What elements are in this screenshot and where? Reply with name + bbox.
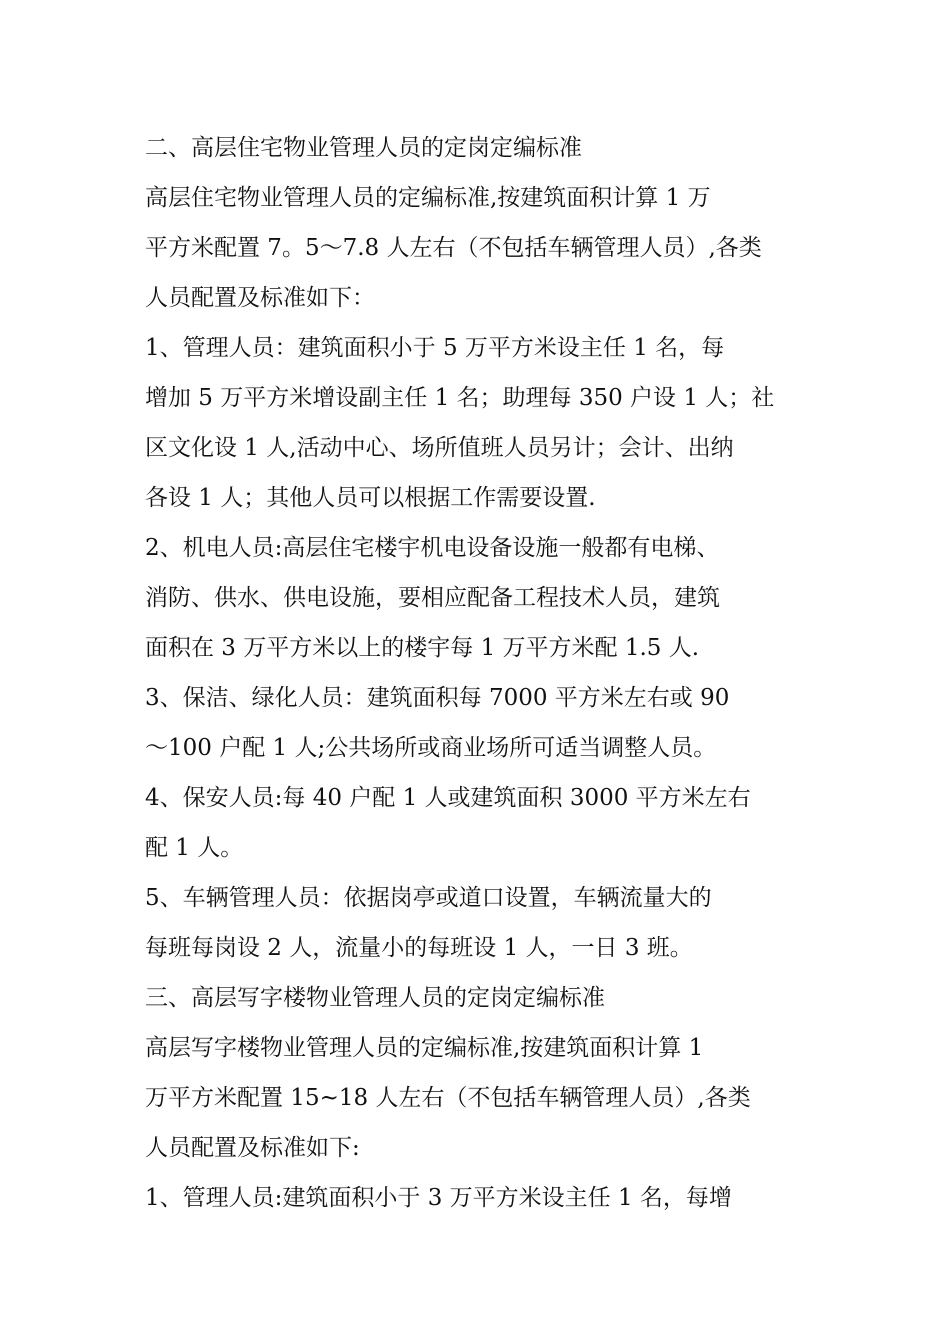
paragraph-line: 人员配置及标准如下： [145,285,375,311]
paragraph-line: 高层写字楼物业管理人员的定编标准,按建筑面积计算 1 [145,1035,704,1061]
paragraph-line: 面积在 3 万平方米以上的楼宇每 1 万平方米配 1.5 人. [145,635,700,661]
paragraph-line: 3、保洁、绿化人员：建筑面积每 7000 平方米左右或 90 [145,685,730,711]
paragraph-line: 1、管理人员:建筑面积小于 3 万平方米设主任 1 名，每增 [145,1185,732,1211]
paragraph-line: 平方米配置 7。5～7.8 人左右（不包括车辆管理人员）,各类 [145,235,762,261]
paragraph-line: 各设 1 人；其他人员可以根据工作需要设置. [145,485,596,511]
paragraph-line: 增加 5 万平方米增设副主任 1 名；助理每 350 户设 1 人；社 [145,385,775,411]
paragraph-line: 4、保安人员:每 40 户配 1 人或建筑面积 3000 平方米左右 [145,785,751,811]
paragraph-line: 消防、供水、供电设施，要相应配备工程技术人员，建筑 [145,585,720,611]
paragraph-line: 5、车辆管理人员：依据岗亭或道口设置，车辆流量大的 [145,885,712,911]
paragraph-line: 2、机电人员:高层住宅楼宇机电设备设施一般都有电梯、 [145,535,720,561]
paragraph-line: 高层住宅物业管理人员的定编标准,按建筑面积计算 1 万 [145,185,711,211]
paragraph-line: 人员配置及标准如下: [145,1135,360,1161]
paragraph-line: 配 1 人。 [145,835,244,861]
paragraph-line: 1、管理人员：建筑面积小于 5 万平方米设主任 1 名，每 [145,335,725,361]
paragraph-line: 每班每岗设 2 人，流量小的每班设 1 人，一日 3 班。 [145,935,693,961]
section-heading-2: 二、高层住宅物业管理人员的定岗定编标准 [145,135,582,161]
paragraph-line: 万平方米配置 15~18 人左右（不包括车辆管理人员）,各类 [145,1085,751,1111]
section-heading-3: 三、高层写字楼物业管理人员的定岗定编标准 [145,985,605,1011]
paragraph-line: ～100 户配 1 人;公共场所或商业场所可适当调整人员。 [145,735,717,761]
paragraph-line: 区文化设 1 人,活动中心、场所值班人员另计；会计、出纳 [145,435,734,461]
